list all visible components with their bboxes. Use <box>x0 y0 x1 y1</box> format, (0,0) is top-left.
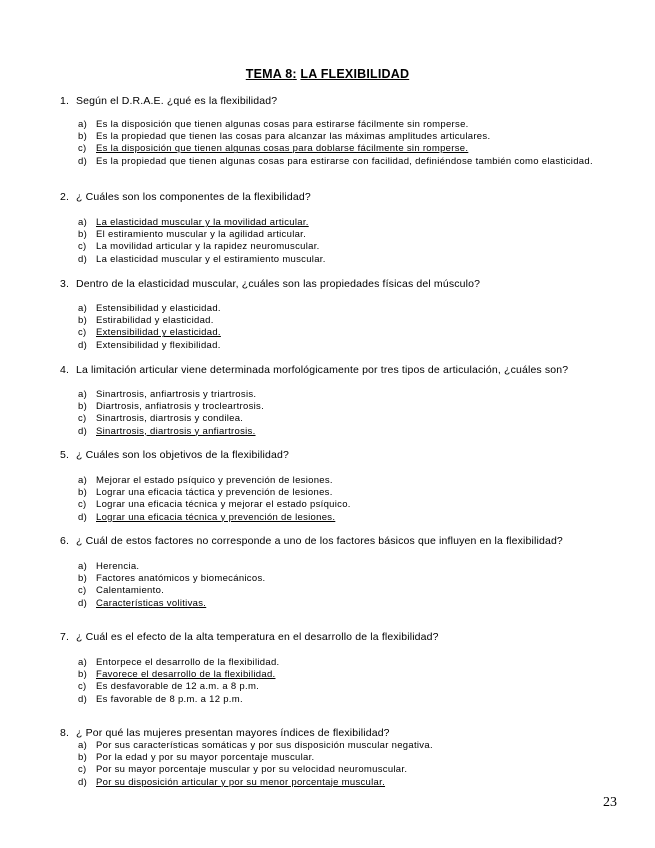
option-2-a <box>78 217 618 229</box>
option-text-correct: Favorece el desarrollo de la flexibilidad. <box>96 669 276 681</box>
question-text: ¿ Cuál es el efecto de la alta temperatura en el desarrollo de la flexibilidad? <box>76 631 439 643</box>
option-1-c <box>78 143 618 155</box>
option-4-a <box>78 389 618 401</box>
option-letter: a) <box>78 217 88 228</box>
page-number: 23 <box>603 795 617 810</box>
option-2-c <box>78 241 618 253</box>
option-text-correct: Es la disposición que tienen algunas cosas para doblarse fácilmente sin romperse. <box>96 143 469 155</box>
title-separator: : <box>292 67 297 81</box>
option-text: Diartrosis, anfiatrosis y trocleartrosis. <box>96 401 265 413</box>
option-letter: a) <box>78 561 88 572</box>
option-text-correct: La elasticidad muscular y la movilidad articular. <box>96 217 309 228</box>
question-6 <box>60 535 620 547</box>
option-2-b <box>78 229 618 241</box>
option-5-d <box>78 512 618 524</box>
option-5-a <box>78 475 618 487</box>
option-letter: b) <box>78 315 88 327</box>
question-8 <box>60 727 620 739</box>
question-number: 4. <box>60 364 70 376</box>
option-3-c <box>78 327 618 339</box>
option-text: Factores anatómicos y biomecánicos. <box>96 573 266 585</box>
question-5 <box>60 449 620 461</box>
option-letter: c) <box>78 681 87 693</box>
option-letter: a) <box>78 303 88 314</box>
option-text: Estirabilidad y elasticidad. <box>96 315 214 327</box>
option-letter: c) <box>78 241 87 253</box>
option-letter: c) <box>78 143 87 155</box>
option-text: El estiramiento muscular y la agilidad articular. <box>96 229 307 241</box>
question-number: 5. <box>60 449 70 461</box>
question-3 <box>60 278 620 290</box>
option-8-d <box>78 777 618 789</box>
page-title <box>0 67 655 81</box>
option-text: Sinartrosis, anfiartrosis y triartrosis. <box>96 389 257 400</box>
option-text-correct: Características volitivas. <box>96 597 207 609</box>
option-text: Es la disposición que tienen algunas cosas para estirarse fácilmente sin romperse. <box>96 119 469 130</box>
option-text: Es la propiedad que tienen las cosas para alcanzar las máximas amplitudes articulares. <box>96 131 491 143</box>
option-6-a <box>78 561 618 573</box>
option-2-d <box>78 254 618 266</box>
option-3-b <box>78 315 618 327</box>
option-text: La elasticidad muscular y el estiramiento muscular. <box>96 253 326 265</box>
option-5-b <box>78 487 618 499</box>
option-text: Lograr una eficacia técnica y mejorar el estado psíquico. <box>96 499 351 511</box>
option-8-c <box>78 764 618 776</box>
question-7 <box>60 631 620 643</box>
question-text: Según el D.R.A.E. ¿qué es la flexibilidad? <box>76 95 278 107</box>
option-7-b <box>78 669 618 681</box>
option-8-a <box>78 740 618 752</box>
option-text: Por la edad y por su mayor porcentaje muscular. <box>96 752 315 764</box>
option-text: Lograr una eficacia táctica y prevención de lesiones. <box>96 487 333 499</box>
option-7-d <box>78 694 618 706</box>
question-2-options <box>78 217 618 266</box>
option-letter: b) <box>78 131 88 143</box>
option-letter: b) <box>78 487 88 499</box>
option-letter: c) <box>78 585 87 597</box>
option-letter: c) <box>78 327 87 339</box>
option-6-d <box>78 598 618 610</box>
option-letter: d) <box>78 425 88 437</box>
question-number: 3. <box>60 278 70 290</box>
option-letter: a) <box>78 475 88 486</box>
option-letter: d) <box>78 253 88 265</box>
option-letter: c) <box>78 499 87 511</box>
question-text: ¿ Cuáles son los componentes de la flexibilidad? <box>76 191 311 203</box>
option-letter: d) <box>78 511 88 523</box>
question-number: 8. <box>60 727 70 739</box>
question-text: ¿ Por qué las mujeres presentan mayores índices de flexibilidad? <box>76 727 390 739</box>
option-letter: a) <box>78 657 88 668</box>
option-letter: d) <box>78 693 88 705</box>
title-prefix: TEMA 8 <box>245 67 293 81</box>
question-4-options <box>78 389 618 438</box>
option-letter: b) <box>78 669 88 681</box>
option-text: Estensibilidad y elasticidad. <box>96 303 221 314</box>
option-7-a <box>78 657 618 669</box>
option-text: Sinartrosis, diartrosis y condilea. <box>96 413 244 425</box>
option-text-correct: Por su disposición articular y por su menor porcentaje muscular. <box>96 776 386 788</box>
question-7-options <box>78 657 618 706</box>
option-1-b <box>78 131 618 143</box>
option-7-c <box>78 681 618 693</box>
option-letter: a) <box>78 119 88 130</box>
option-4-d <box>78 426 618 438</box>
option-text: La movilidad articular y la rapidez neuromuscular. <box>96 241 320 253</box>
question-text: ¿ Cuáles son los objetivos de la flexibilidad? <box>76 449 289 461</box>
option-text: Es favorable de 8 p.m. a 12 p.m. <box>96 693 243 705</box>
question-number: 2. <box>60 191 70 203</box>
option-text: Por su mayor porcentaje muscular y por su velocidad neuromuscular. <box>96 764 408 776</box>
question-3-options <box>78 303 618 352</box>
question-6-options <box>78 561 618 610</box>
question-text: La limitación articular viene determinada morfológicamente por tres tipos de articulación, ¿cuáles son? <box>76 364 569 376</box>
question-text: Dentro de la elasticidad muscular, ¿cuáles son las propiedades físicas del músculo? <box>76 278 481 290</box>
option-letter: a) <box>78 740 88 751</box>
option-text: Herencia. <box>96 561 140 572</box>
option-text: Entorpece el desarrollo de la flexibilidad. <box>96 657 280 668</box>
option-6-c <box>78 585 618 597</box>
question-text: ¿ Cuál de estos factores no corresponde a uno de los factores básicos que influyen en la flexibilidad? <box>76 535 563 547</box>
option-text: Es desfavorable de 12 a.m. a 8 p.m. <box>96 681 260 693</box>
option-letter: b) <box>78 573 88 585</box>
question-2 <box>60 191 620 203</box>
option-letter: b) <box>78 401 88 413</box>
option-letter: d) <box>78 776 88 788</box>
option-text-correct: Lograr una eficacia técnica y prevención de lesiones. <box>96 511 336 523</box>
question-1 <box>60 95 620 107</box>
option-text: Calentamiento. <box>96 585 165 597</box>
option-letter: d) <box>78 597 88 609</box>
option-1-d <box>78 156 618 168</box>
option-letter: d) <box>78 339 88 351</box>
question-8-options <box>78 740 618 789</box>
option-text-correct: Extensibilidad y elasticidad. <box>96 327 221 339</box>
option-8-b <box>78 752 618 764</box>
question-number: 1. <box>60 95 70 107</box>
question-4 <box>60 364 620 376</box>
option-5-c <box>78 499 618 511</box>
option-letter: a) <box>78 389 88 400</box>
option-3-a <box>78 303 618 315</box>
option-letter: c) <box>78 764 87 776</box>
question-1-options <box>78 119 618 168</box>
question-5-options <box>78 475 618 524</box>
question-number: 7. <box>60 631 70 643</box>
option-text: Extensibilidad y flexibilidad. <box>96 339 221 351</box>
option-text: Es la propiedad que tienen algunas cosas para estirarse con facilidad, definiéndose también como elasticidad. <box>96 155 593 167</box>
option-text: Por sus características somáticas y por sus disposición muscular negativa. <box>96 740 433 751</box>
option-1-a <box>78 119 618 131</box>
option-6-b <box>78 573 618 585</box>
option-text-correct: Sinartrosis, diartrosis y anfiartrosis. <box>96 425 256 437</box>
option-3-d <box>78 340 618 352</box>
question-number: 6. <box>60 535 70 547</box>
option-text: Mejorar el estado psíquico y prevención de lesiones. <box>96 475 333 486</box>
option-letter: d) <box>78 155 88 167</box>
option-letter: b) <box>78 752 88 764</box>
option-4-b <box>78 401 618 413</box>
option-letter: c) <box>78 413 87 425</box>
option-letter: b) <box>78 229 88 241</box>
option-4-c <box>78 413 618 425</box>
title-name: LA FLEXIBILIDAD <box>300 67 410 81</box>
